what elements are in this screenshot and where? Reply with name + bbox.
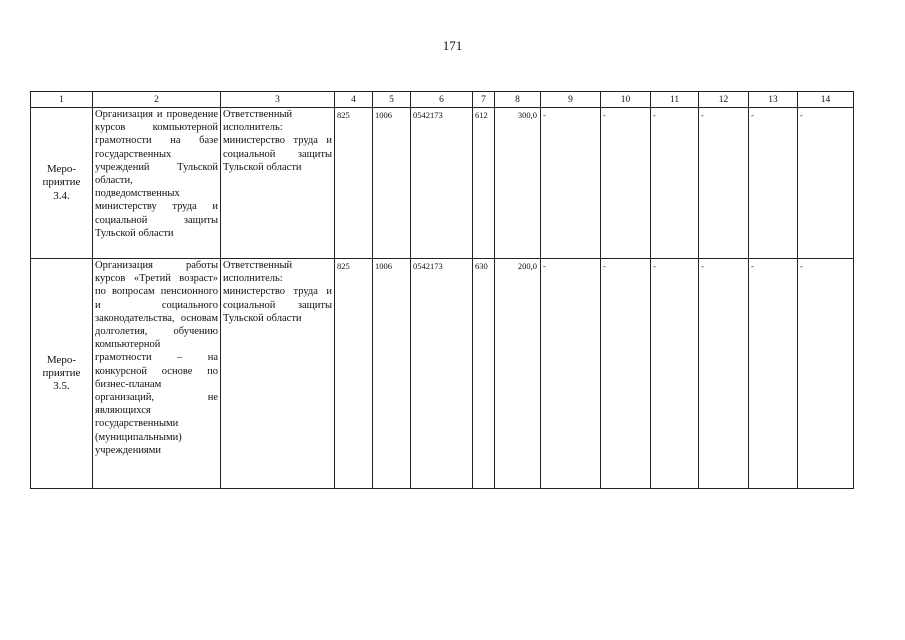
section-code: 1006 bbox=[373, 108, 411, 259]
activity-label-line: Меро- bbox=[46, 353, 77, 366]
header-cell: 13 bbox=[749, 92, 798, 108]
header-cell: 12 bbox=[699, 92, 749, 108]
value-cell: - bbox=[749, 108, 798, 259]
activity-label-line: приятие bbox=[42, 366, 81, 379]
header-cell: 6 bbox=[411, 92, 473, 108]
header-cell: 3 bbox=[221, 92, 335, 108]
header-cell: 7 bbox=[473, 92, 495, 108]
header-cell: 9 bbox=[541, 92, 601, 108]
header-cell: 11 bbox=[651, 92, 699, 108]
activity-label-line: 3.4. bbox=[53, 189, 70, 202]
value-cell: - bbox=[651, 259, 699, 489]
activity-label bbox=[31, 259, 93, 489]
table-header-row bbox=[31, 92, 854, 108]
value-cell: - bbox=[798, 259, 854, 489]
table-row bbox=[31, 108, 854, 259]
value-cell: - bbox=[699, 108, 749, 259]
value-cell: - bbox=[749, 259, 798, 489]
value-cell: - bbox=[601, 108, 651, 259]
header-cell: 8 bbox=[495, 92, 541, 108]
activity-description: Организация и проведение курсов компьютерной грамотности на базе государственных учреждений Тульской области, подведомственных министерству труда и социальной защиты Тульской области bbox=[93, 108, 221, 259]
header-cell: 5 bbox=[373, 92, 411, 108]
activity-description: Организация работы курсов «Третий возраст» по вопросам пенсионного и социального законодательства, основам долголетия, обучению компьютерной грамотности – на конкурсной основе по бизнес-планам организаций, не являющихся государственными (муниципальными) учреждениями bbox=[93, 259, 221, 489]
value-cell: - bbox=[699, 259, 749, 489]
header-cell: 10 bbox=[601, 92, 651, 108]
header-cell: 4 bbox=[335, 92, 373, 108]
ministry-code: 825 bbox=[335, 108, 373, 259]
target-article-code: 0542173 bbox=[411, 108, 473, 259]
expense-type-code: 630 bbox=[473, 259, 495, 489]
value-cell: - bbox=[798, 108, 854, 259]
responsible-executor: Ответственный исполнитель: министерство труда и социальной защиты Тульской области bbox=[221, 259, 335, 489]
section-code: 1006 bbox=[373, 259, 411, 489]
activity-label-line: приятие bbox=[42, 176, 81, 189]
value-cell: - bbox=[601, 259, 651, 489]
budget-table bbox=[30, 91, 854, 489]
header-cell: 14 bbox=[798, 92, 854, 108]
funding-amount: 300,0 bbox=[495, 108, 541, 259]
activity-label-line: Меро- bbox=[46, 163, 77, 176]
page-number: 171 bbox=[442, 38, 463, 53]
expense-type-code: 612 bbox=[473, 108, 495, 259]
table-row bbox=[31, 259, 854, 489]
funding-amount: 200,0 bbox=[495, 259, 541, 489]
responsible-executor: Ответственный исполнитель: министерство труда и социальной защиты Тульской области bbox=[221, 108, 335, 259]
target-article-code: 0542173 bbox=[411, 259, 473, 489]
activity-label-line: 3.5. bbox=[53, 380, 70, 393]
activity-label bbox=[31, 108, 93, 259]
header-cell: 2 bbox=[93, 92, 221, 108]
header-cell: 1 bbox=[31, 92, 93, 108]
ministry-code: 825 bbox=[335, 259, 373, 489]
value-cell: - bbox=[541, 259, 601, 489]
value-cell: - bbox=[651, 108, 699, 259]
value-cell: - bbox=[541, 108, 601, 259]
